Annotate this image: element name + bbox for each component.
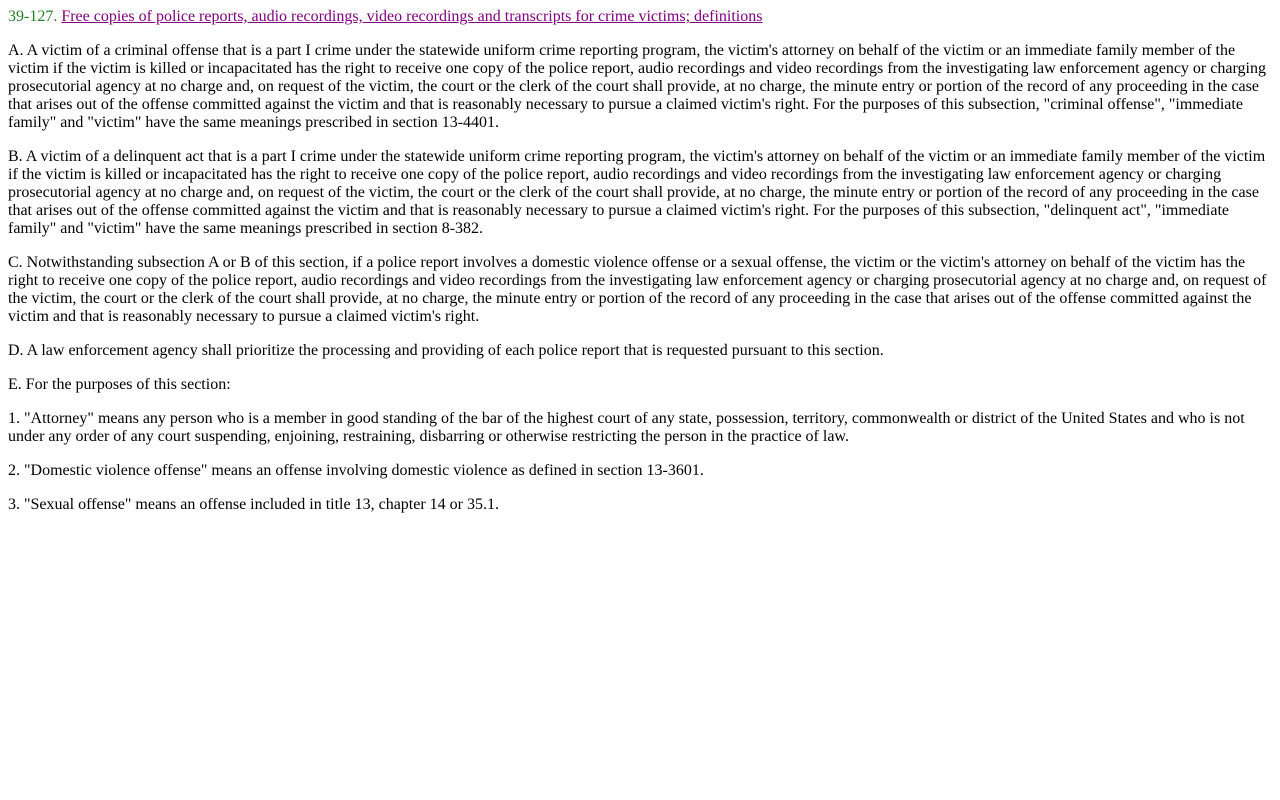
section-title-link[interactable]: Free copies of police reports, audio recordings, video recordings and transcripts for crime victims; definitions <box>61 8 763 25</box>
subsection-e: E. For the purposes of this section: <box>8 376 231 393</box>
subsection-a: A. A victim of a criminal offense that is a part I crime under the statewide uniform crime reporting program, the victim's attorney on behalf of the victim or an immediate family member of the victim if the victim is killed or incapacitated has the right to receive one copy of the police report, audio recordings and video recordings from the investigating law enforcement agency or charging prosecutorial agency at no charge and, on request of the victim, the court or the clerk of the court shall provide, at no charge, the minute entry or portion of the record of any proceeding in the case that arises out of the offense committed against the victim and that is reasonably necessary to pursue a claimed victim's right. For the purposes of this subsection, "criminal offense", "immediate family" and "victim" have the same meanings prescribed in section 13-4401. <box>8 42 1266 131</box>
subsection-b: B. A victim of a delinquent act that is a part I crime under the statewide uniform crime reporting program, the victim's attorney on behalf of the victim or an immediate family member of the victim if the victim is killed or incapacitated has the right to receive one copy of the police report, audio recordings and video recordings from the investigating law enforcement agency or charging prosecutorial agency at no charge and, on request of the victim, the court or the clerk of the court shall provide, at no charge, the minute entry or portion of the record of any proceeding in the case that arises out of the offense committed against the victim and that is reasonably necessary to pursue a claimed victim's right. For the purposes of this subsection, "delinquent act", "immediate family" and "victim" have the same meanings prescribed in section 8-382. <box>8 148 1266 237</box>
section-number: 39-127. <box>8 8 58 25</box>
subsection-c: C. Notwithstanding subsection A or B of this section, if a police report involves a domestic violence offense or a sexual offense, the victim or the victim's attorney on behalf of the victim has the right to receive one copy of the police report, audio recordings and video recordings from the investigating law enforcement agency or charging prosecutorial agency at no charge and, on request of the victim, the court or the clerk of the court shall provide, at no charge, the minute entry or portion of the record of any proceeding in the case that arises out of the offense committed against the victim and that is reasonably necessary to pursue a claimed victim's right. <box>8 254 1267 325</box>
definition-sexual-offense: 3. "Sexual offense" means an offense included in title 13, chapter 14 or 35.1. <box>8 496 500 513</box>
definition-domestic-violence-offense: 2. "Domestic violence offense" means an offense involving domestic violence as defined in section 13-3601. <box>8 462 704 479</box>
definition-attorney: 1. "Attorney" means any person who is a member in good standing of the bar of the highest court of any state, possession, territory, commonwealth or district of the United States and who is not under any order of any court suspending, enjoining, restraining, disbarring or otherwise restricting the person in the practice of law. <box>8 410 1245 445</box>
subsection-d: D. A law enforcement agency shall prioritize the processing and providing of each police report that is requested pursuant to this section. <box>8 342 884 359</box>
statute-heading <box>8 8 1272 26</box>
